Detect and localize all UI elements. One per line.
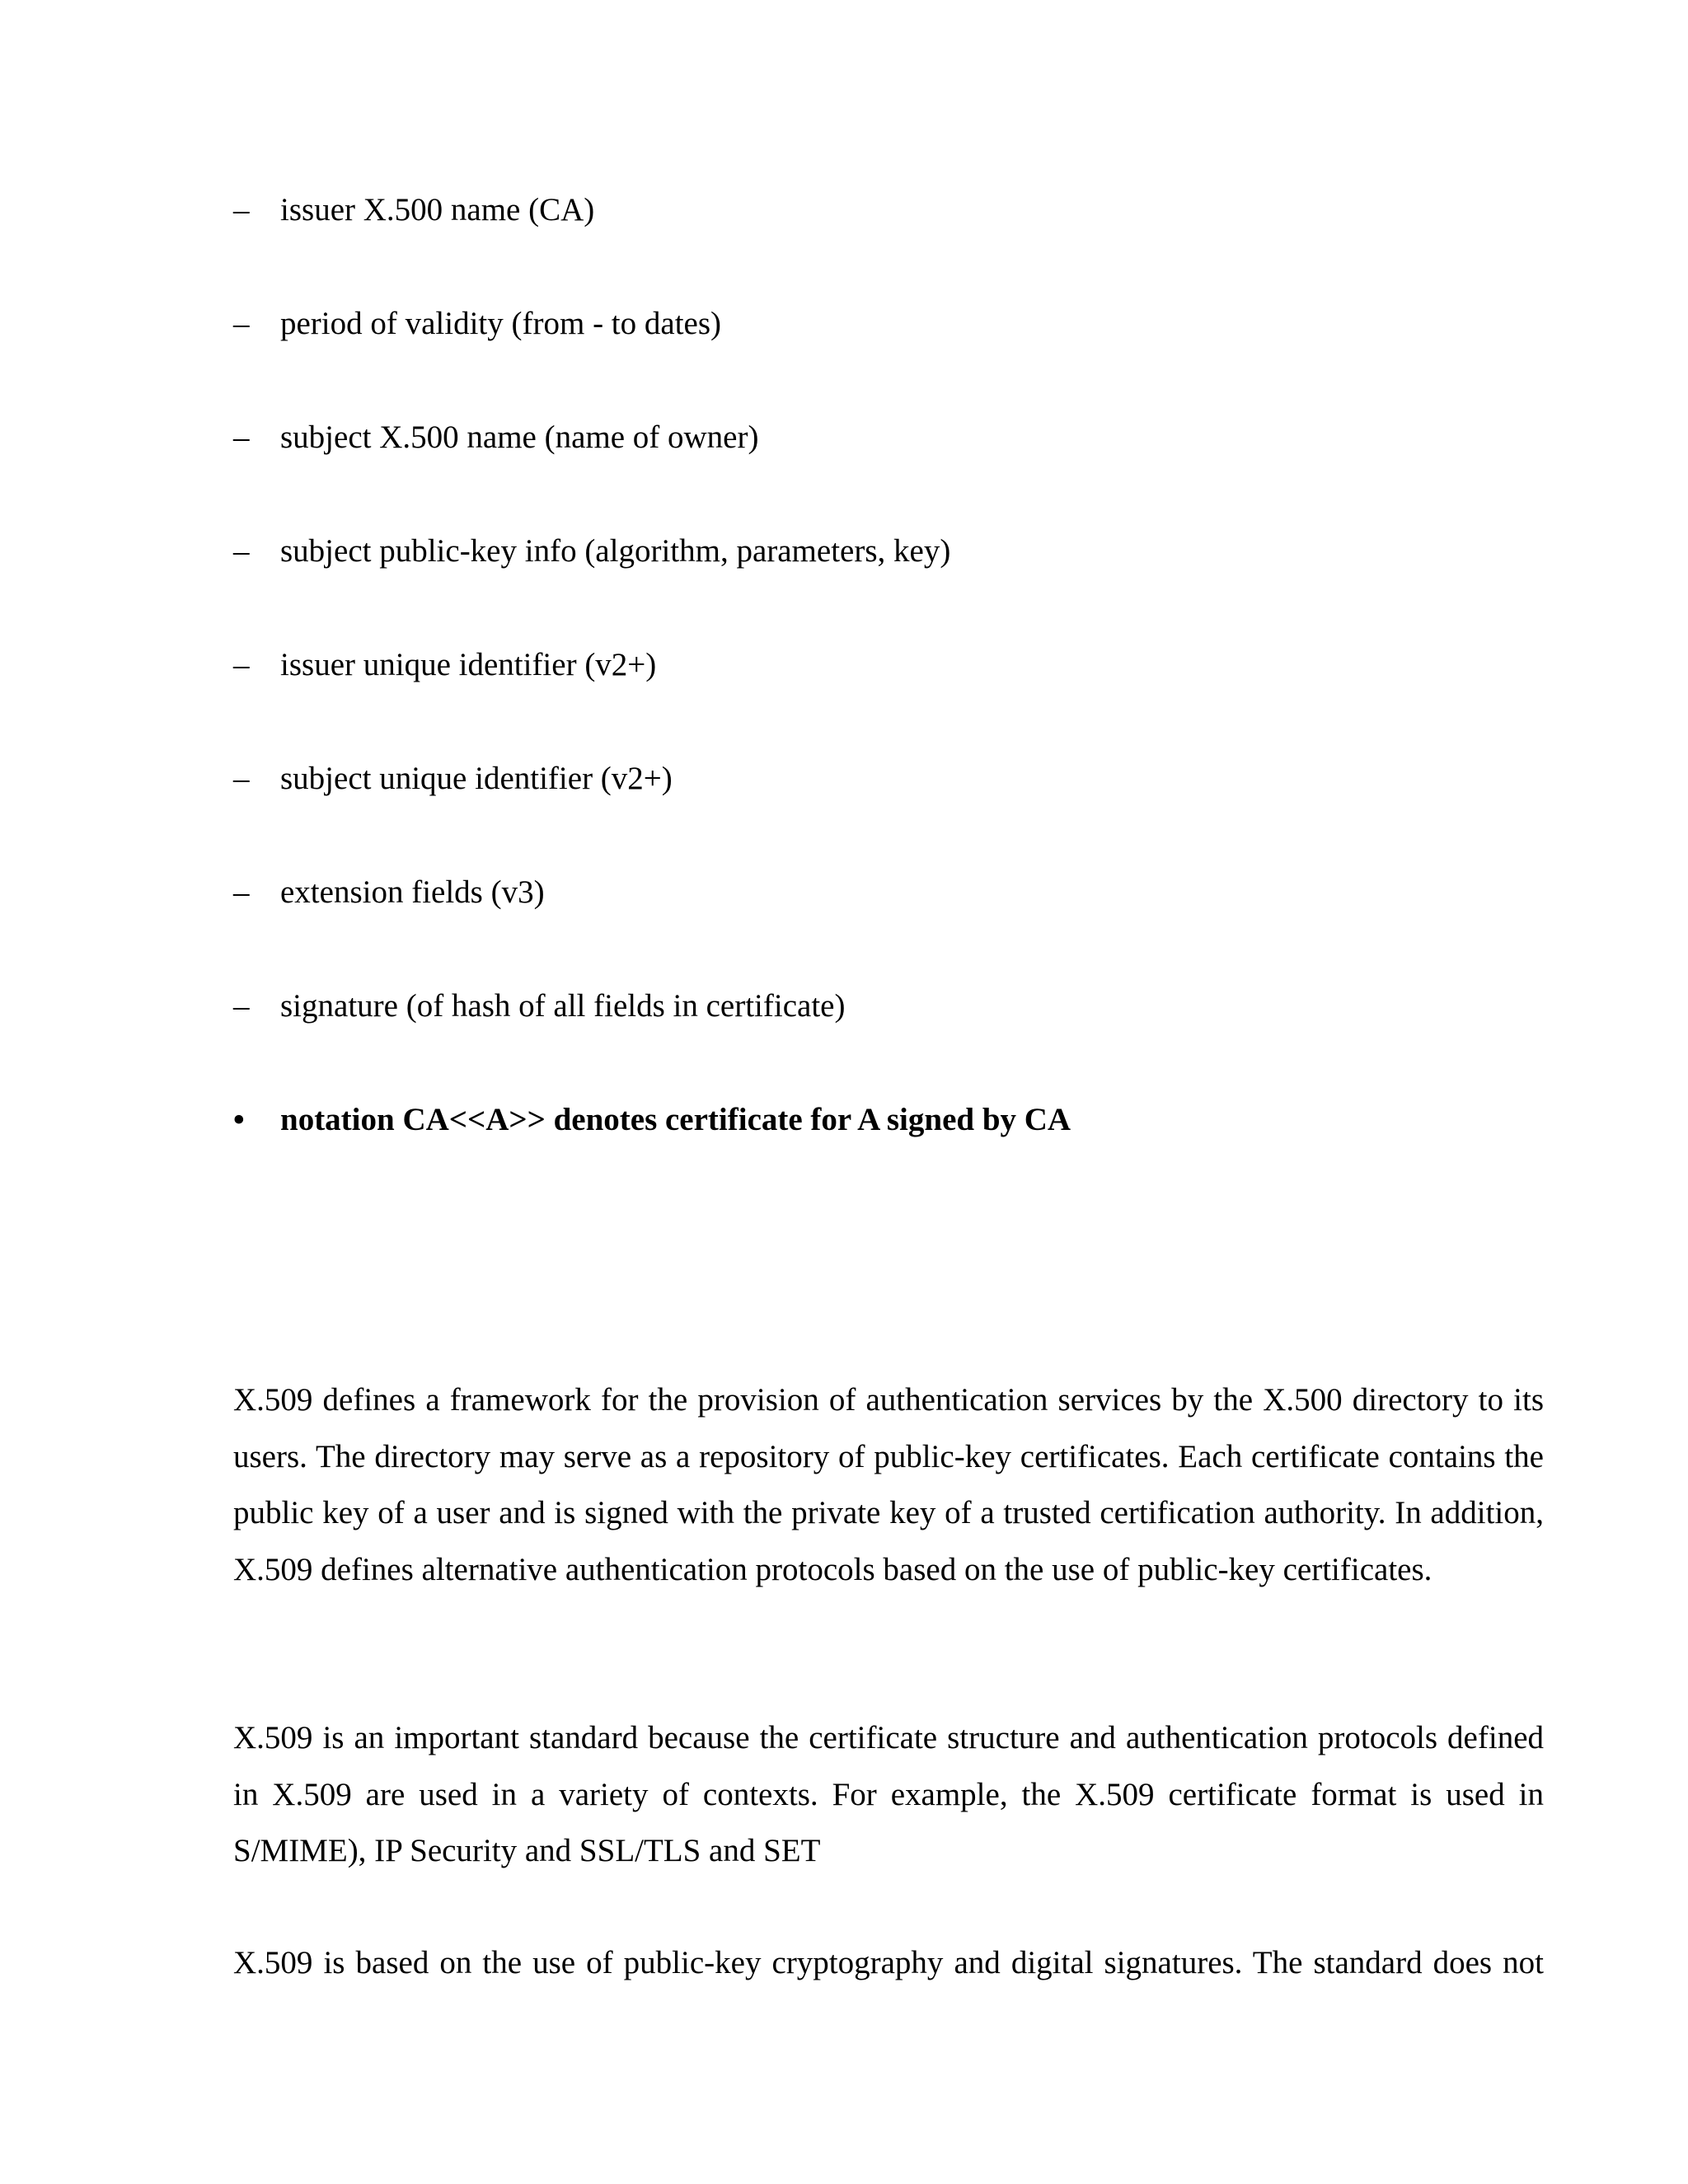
dash-bullet: –	[233, 306, 250, 341]
list-item-text: signature (of hash of all fields in certificate)	[280, 988, 846, 1024]
paragraph-x509-framework: X.509 defines a framework for the provision of authentication services by the X.500 directory to its users. The directory may serve as a repository of public-key certificates. Each certificate contains the public key of a user and is signed with the private key of a trusted certification authority. In addition, X.509 defines alternative authentication protocols based on the use of public-key certificates.	[233, 1382, 1544, 1587]
list-item	[0, 754, 1688, 804]
round-bullet: •	[233, 1102, 245, 1137]
dash-bullet: –	[233, 874, 250, 910]
paragraph-x509-importance: X.509 is an important standard because the certificate structure and authentication protocols defined in X.509 are used in a variety of contexts. For example, the X.509 certificate format is used in S/MIME), IP Security and SSL/TLS and SET	[233, 1720, 1544, 1868]
list-item-text: issuer unique identifier (v2+)	[280, 647, 657, 682]
dash-bullet: –	[233, 192, 250, 227]
list-item	[0, 185, 1688, 235]
dash-bullet: –	[233, 419, 250, 455]
dash-bullet: –	[233, 988, 250, 1024]
dash-bullet: –	[233, 761, 250, 796]
list-item-text: subject X.500 name (name of owner)	[280, 419, 759, 455]
list-item	[0, 527, 1688, 576]
list-item	[0, 982, 1688, 1031]
list-item	[0, 299, 1688, 349]
paragraph-x509-basis: X.509 is based on the use of public-key cryptography and digital signatures. The standard does not	[233, 1945, 1544, 1980]
list-item-text: issuer X.500 name (CA)	[280, 192, 595, 227]
dash-bullet: –	[233, 533, 250, 569]
list-item	[0, 868, 1688, 917]
list-item-text: subject unique identifier (v2+)	[280, 761, 673, 796]
list-item-notation	[0, 1095, 1688, 1145]
list-item	[0, 413, 1688, 462]
list-item-text: period of validity (from - to dates)	[280, 306, 722, 341]
dash-bullet: –	[233, 647, 250, 682]
list-item-text: notation CA<<A>> denotes certificate for A signed by CA	[280, 1102, 1071, 1137]
list-item-text: subject public-key info (algorithm, parameters, key)	[280, 533, 951, 569]
list-item	[0, 640, 1688, 690]
list-item-text: extension fields (v3)	[280, 874, 545, 910]
